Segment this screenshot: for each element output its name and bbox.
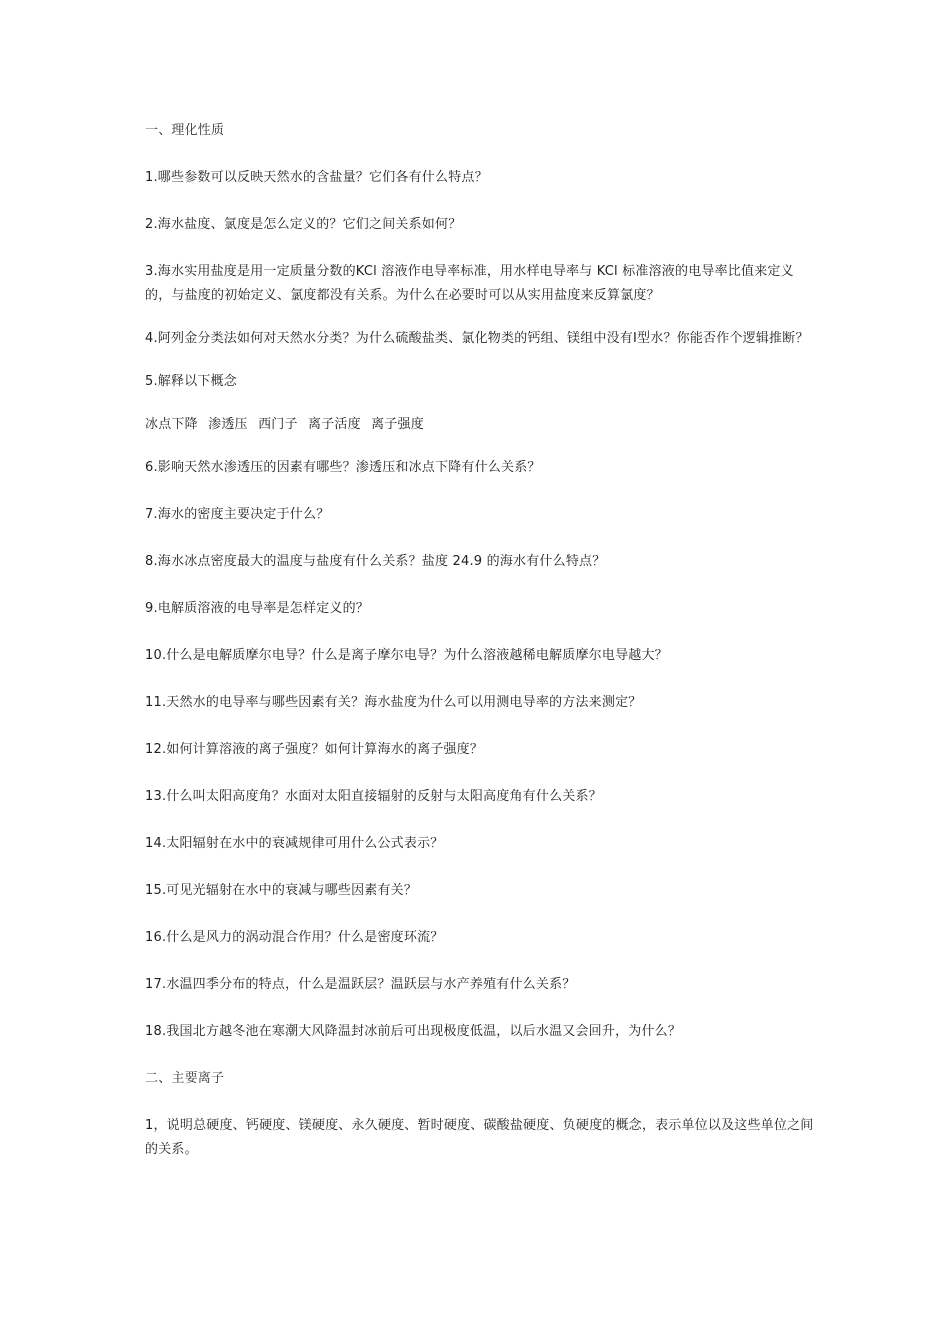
question-item: 2.海水盐度、氯度是怎么定义的？它们之间关系如何？: [145, 217, 462, 232]
question-item: 17.水温四季分布的特点，什么是温跃层？温跃层与水产养殖有什么关系？: [145, 977, 576, 992]
question-item: 9.电解质溶液的电导率是怎样定义的？: [145, 601, 370, 616]
question-item: 11.天然水的电导率与哪些因素有关？海水盐度为什么可以用测电导率的方法来测定？: [145, 695, 642, 710]
question-item: 5.解释以下概念: [145, 374, 238, 389]
question-item: 18.我国北方越冬池在寒潮大风降温封冰前后可出现极度低温，以后水温又会回升，为什么？: [145, 1024, 682, 1039]
question-item: 13.什么叫太阳高度角？水面对太阳直接辐射的反射与太阳高度角有什么关系？: [145, 789, 602, 804]
section-heading: 二、主要离子: [145, 1071, 225, 1086]
question-item: 16.什么是风力的涡动混合作用？什么是密度环流？: [145, 930, 444, 945]
question-item: 10.什么是电解质摩尔电导？什么是离子摩尔电导？为什么溶液越稀电解质摩尔电导越大？: [145, 648, 668, 663]
question-item: 3.海水实用盐度是用一定质量分数的KCl 溶液作电导率标准，用水样电导率与 KCl 标准溶液的电导率比值来定义的，与盐度的初始定义、氯度都没有关系。为什么在必要时可以从实用盐度来反算氯度？: [145, 264, 794, 303]
question-item: 7.海水的密度主要决定于什么？: [145, 507, 330, 522]
question-item: 4.阿列金分类法如何对天然水分类？为什么硫酸盐类、氯化物类的钙组、镁组中没有Ⅰ型水？你能否作个逻辑推断？: [145, 331, 809, 346]
question-item: 1，说明总硬度、钙硬度、镁硬度、永久硬度、暂时硬度、碳酸盐硬度、负硬度的概念，表示单位以及这些单位之间的关系。: [145, 1118, 814, 1157]
document-body: [145, 119, 817, 1185]
question-item: 6.影响天然水渗透压的因素有哪些？渗透压和冰点下降有什么关系？: [145, 460, 541, 475]
question-item: 8.海水冰点密度最大的温度与盐度有什么关系？盐度 24.9 的海水有什么特点？: [145, 554, 606, 569]
question-item: 14.太阳辐射在水中的衰减规律可用什么公式表示？: [145, 836, 444, 851]
concept-list: 冰点下降 渗透压 西门子 离子活度 离子强度: [145, 417, 424, 432]
question-item: 1.哪些参数可以反映天然水的含盐量？它们各有什么特点？: [145, 170, 488, 185]
section-heading: 一、理化性质: [145, 123, 225, 138]
question-item: 12.如何计算溶液的离子强度？如何计算海水的离子强度？: [145, 742, 484, 757]
question-item: 15.可见光辐射在水中的衰减与哪些因素有关？: [145, 883, 418, 898]
